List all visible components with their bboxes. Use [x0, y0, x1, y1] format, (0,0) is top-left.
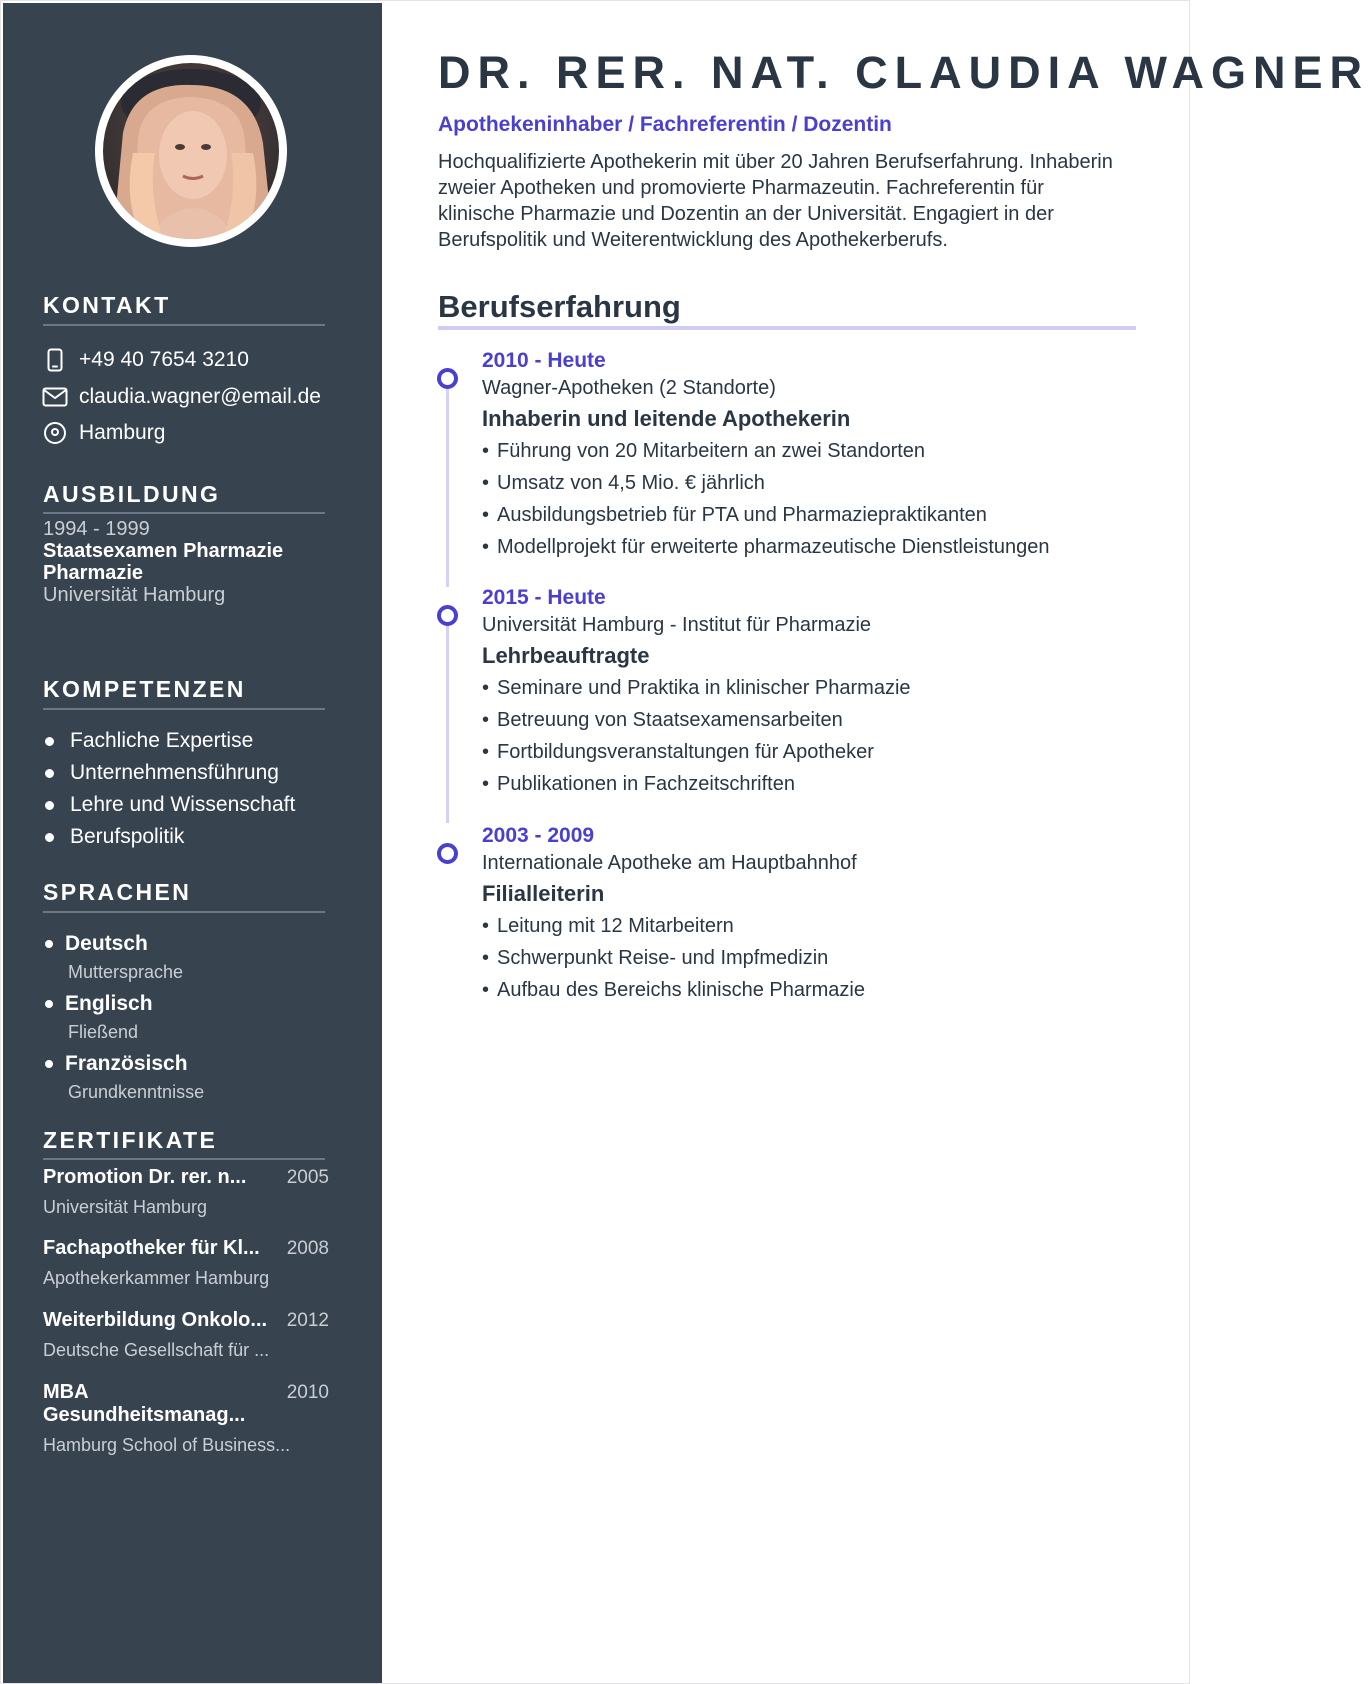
contact-location [43, 419, 165, 447]
skill-item: Lehre und Wissenschaft [45, 793, 295, 817]
bullet-icon [45, 1000, 53, 1008]
certificates-section-title: ZERTIFIKATE [43, 1127, 218, 1153]
job-bullets [482, 435, 1122, 563]
language-level: Muttersprache [68, 962, 184, 982]
section-underline [438, 326, 1136, 330]
certificate-year: 2010 [286, 1382, 329, 1403]
timeline-dot-icon [437, 368, 458, 389]
job-organization: Wagner-Apotheken (2 Standorte) [482, 377, 776, 399]
job-role: Lehrbeauftragte [482, 643, 650, 668]
job-bullet: • Umsatz von 4,5 Mio. € jährlich [482, 467, 1122, 499]
mail-icon [43, 385, 67, 409]
timeline-dot-icon [437, 843, 458, 864]
experience-entry [482, 349, 1122, 563]
certificate-year: 2005 [286, 1167, 329, 1188]
sidebar [3, 3, 382, 1683]
language-level: Grundkenntnisse [68, 1082, 205, 1102]
job-bullet: • Führung von 20 Mitarbeitern an zwei Standorten [482, 435, 1122, 467]
person-name: DR. RER. NAT. CLAUDIA WAGNER [438, 47, 1369, 98]
languages-section-title: SPRACHEN [43, 879, 192, 905]
skills-section-title: KOMPETENZEN [43, 676, 246, 702]
language-item [45, 932, 183, 983]
job-bullet: • Seminare und Praktika in klinischer Pharmazie [482, 672, 1122, 704]
certificate-name: MBA Gesundheitsmanag... [43, 1381, 246, 1426]
bullet-icon [45, 769, 54, 778]
phone-icon [43, 348, 67, 372]
certificate-item [43, 1237, 329, 1289]
skill-item: Fachliche Expertise [45, 729, 253, 753]
certificate-year: 2008 [286, 1238, 329, 1259]
skill-item: Berufspolitik [45, 825, 184, 849]
phone-number: +49 40 7654 3210 [79, 348, 249, 371]
language-level: Fließend [68, 1022, 139, 1042]
bullet-icon [45, 1060, 53, 1068]
certificate-year: 2012 [286, 1310, 329, 1331]
certificate-name: Fachapotheker für Kl... [43, 1237, 260, 1259]
education-years: 1994 - 1999 [43, 518, 150, 540]
timeline-dot-icon [437, 605, 458, 626]
job-bullet: • Modellprojekt für erweiterte pharmazeutische Dienstleistungen [482, 531, 1122, 563]
job-bullet: • Publikationen in Fachzeitschriften [482, 768, 1122, 800]
bullet-icon [45, 737, 54, 746]
job-bullet: • Leitung mit 12 Mitarbeitern [482, 910, 1122, 942]
job-date: 2015 - Heute [482, 586, 606, 609]
job-bullets [482, 672, 1122, 800]
main-content [382, 1, 1369, 1683]
education-degree: Staatsexamen Pharmazie Pharmazie [43, 540, 284, 584]
job-date: 2003 - 2009 [482, 824, 595, 847]
education-school: Universität Hamburg [43, 584, 226, 606]
job-subtitle: Apothekeninhaber / Fachreferentin / Dozentin [438, 113, 892, 136]
job-bullet: • Betreuung von Staatsexamensarbeiten [482, 704, 1122, 736]
job-role: Filialleiterin [482, 881, 605, 906]
contact-phone[interactable] [43, 346, 249, 374]
contact-section-title: KONTAKT [43, 292, 171, 318]
profile-summary: Hochqualifizierte Apothekerin mit über 20 Jahren Berufserfahrung. Inhaberin zweier Apotheken und promovierte Pharmazeutin. Fachreferentin für klinische Pharmazie und Dozentin an der Universität. Engagiert in der Berufspolitik und Weiterentwicklung des Apothekerberufs. [438, 151, 1113, 251]
language-item [45, 1052, 204, 1103]
certificate-org: Universität Hamburg [43, 1197, 208, 1217]
timeline-line [446, 385, 449, 587]
job-organization: Internationale Apotheke am Hauptbahnhof [482, 852, 857, 874]
experience-entry [482, 824, 1122, 1006]
timeline-line [446, 623, 449, 823]
certificate-org: Hamburg School of Business... [43, 1435, 291, 1455]
certificate-org: Apothekerkammer Hamburg [43, 1268, 270, 1288]
job-bullet: • Aufbau des Bereichs klinische Pharmazie [482, 974, 1122, 1006]
email-address: claudia.wagner@email.de [79, 385, 321, 408]
divider [43, 512, 325, 514]
certificate-org: Deutsche Gesellschaft für ... [43, 1340, 270, 1360]
divider [43, 911, 325, 913]
certificate-item [43, 1381, 329, 1456]
education-section-title: AUSBILDUNG [43, 481, 221, 507]
job-organization: Universität Hamburg - Institut für Pharmazie [482, 614, 872, 636]
language-name: Englisch [65, 992, 153, 1015]
language-name: Deutsch [65, 932, 148, 955]
language-name: Französisch [65, 1052, 188, 1075]
profile-photo [95, 55, 287, 247]
job-bullet: • Fortbildungsveranstaltungen für Apotheker [482, 736, 1122, 768]
certificate-name: Weiterbildung Onkolo... [43, 1309, 268, 1331]
job-date: 2010 - Heute [482, 349, 606, 372]
divider [43, 1158, 325, 1160]
experience-section-title: Berufserfahrung [438, 289, 681, 324]
location-pin-icon [43, 421, 67, 445]
job-bullets [482, 910, 1122, 1006]
job-role: Inhaberin und leitende Apothekerin [482, 406, 851, 431]
contact-email[interactable] [43, 383, 321, 411]
language-item [45, 992, 153, 1043]
bullet-icon [45, 801, 54, 810]
certificate-name: Promotion Dr. rer. n... [43, 1166, 247, 1188]
bullet-icon [45, 833, 54, 842]
certificate-item [43, 1309, 329, 1361]
job-bullet: • Ausbildungsbetrieb für PTA und Pharmaziepraktikanten [482, 499, 1122, 531]
city: Hamburg [79, 421, 166, 444]
divider [43, 324, 325, 326]
bullet-icon [45, 940, 53, 948]
experience-entry [482, 586, 1122, 800]
job-bullet: • Schwerpunkt Reise- und Impfmedizin [482, 942, 1122, 974]
certificate-item [43, 1166, 329, 1218]
divider [43, 708, 325, 710]
skill-item: Unternehmensführung [45, 761, 279, 785]
